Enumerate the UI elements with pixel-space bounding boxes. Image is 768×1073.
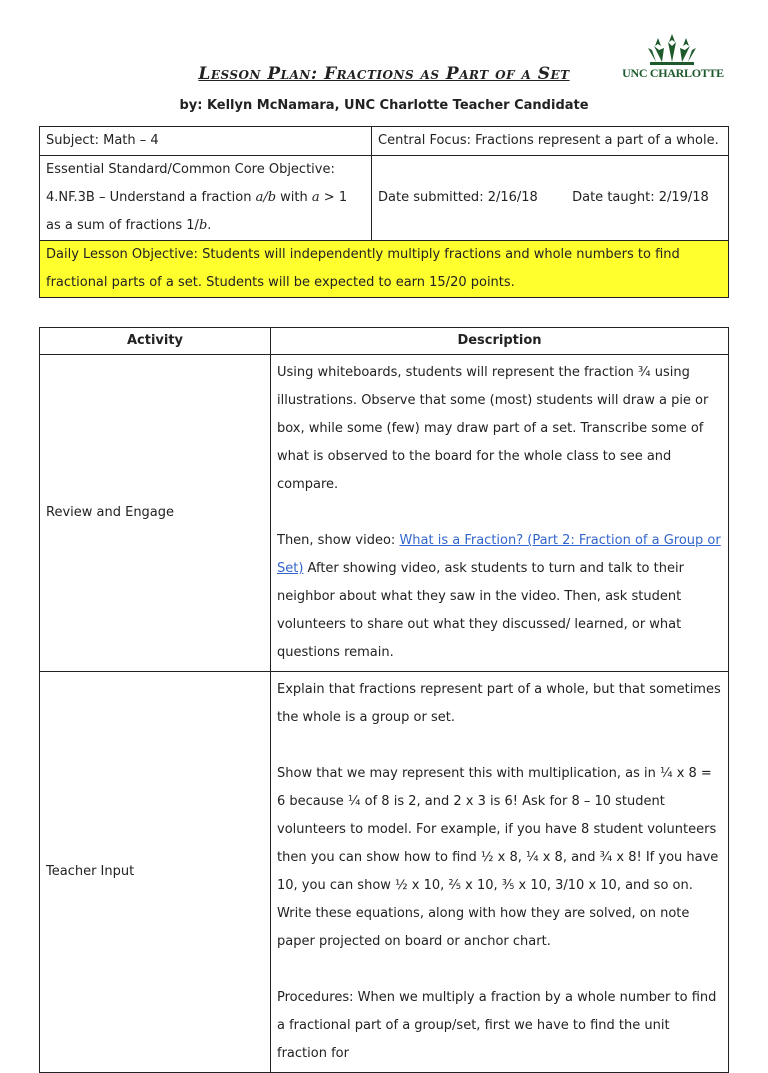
document-title: Lesson Plan: Fractions as Part of a Set <box>198 64 570 84</box>
standard-var: b <box>198 218 208 233</box>
date-submitted: Date submitted: 2/16/18 <box>378 190 538 205</box>
standard-label: Essential Standard/Common Core Objective: <box>46 162 335 177</box>
daily-objective: Daily Lesson Objective: Students will independently multiply fractions and whole numbers to find fractional parts of a set. Students will be expected to earn 15/20 points. <box>40 241 729 298</box>
description-paragraph: Procedures: When we multiply a fraction by a whole number to find a fractional part of a group/set, first we have to find the unit fraction for <box>277 990 717 1061</box>
activity-description <box>271 355 729 672</box>
activity-name: Teacher Input <box>40 672 271 1073</box>
byline: by: Kellyn McNamara, UNC Charlotte Teacher Candidate <box>179 98 589 113</box>
column-header-description: Description <box>271 328 729 355</box>
description-paragraph: Show that we may represent this with multiplication, as in ¼ x 8 = 6 because ¼ of 8 is 2, and 2 x 3 is 6! Ask for 8 – 10 student volunteers to model. For example, if you have 8 student volunteers then you can show how to find ½ x 8, ¼ x 8, and ¾ x 8! If you have 10, you can show ½ x 10, ⅖ x 10, ⅗ x 10, 3/10 x 10, and so on. Write these equations, along with how they are solved, on note paper projected on board or anchor chart. <box>277 766 719 949</box>
table-row <box>40 672 729 1073</box>
activity-table <box>39 327 729 1073</box>
standard-var: a/b <box>255 190 277 205</box>
activity-name: Review and Engage <box>40 355 271 672</box>
crown-icon <box>644 32 700 66</box>
lesson-info-table <box>39 126 729 298</box>
standard-cell <box>40 156 372 241</box>
subject-cell: Subject: Math – 4 <box>40 127 372 156</box>
central-focus-cell: Central Focus: Fractions represent a part of a whole. <box>372 127 729 156</box>
description-paragraph <box>277 527 722 667</box>
activity-description <box>271 672 729 1073</box>
unc-charlotte-logo <box>618 32 728 82</box>
standard-text: > 1 as a sum of fractions 1/ <box>46 190 348 233</box>
description-text: Then, show video: <box>277 533 400 548</box>
standard-text: 4.NF.3B – Understand a fraction <box>46 190 256 205</box>
description-paragraph: Explain that fractions represent part of a whole, but that sometimes the whole is a group or set. <box>277 682 721 725</box>
standard-var: a <box>311 190 320 205</box>
dates-cell <box>372 156 729 241</box>
column-header-activity: Activity <box>40 328 271 355</box>
standard-text: with <box>276 190 312 205</box>
date-taught: Date taught: 2/19/18 <box>572 190 709 205</box>
logo-wordmark: UNC CHARLOTTE <box>622 66 724 80</box>
description-paragraph: Using whiteboards, students will represent the fraction ¾ using illustrations. Observe that some (most) students will draw a pie or box, while some (few) may draw part of a set. Transcribe some of what is observed to the board for the whole class to see and compare. <box>277 365 709 492</box>
standard-text: . <box>207 218 212 233</box>
video-link[interactable]: What is a Fraction? (Part 2: Fraction of a Group or Set) <box>277 533 721 576</box>
table-row <box>40 355 729 672</box>
description-text: After showing video, ask students to turn and talk to their neighbor about what they saw in the video. Then, ask student volunteers to share out what they discussed/ learned, or what questions remain. <box>277 561 684 660</box>
